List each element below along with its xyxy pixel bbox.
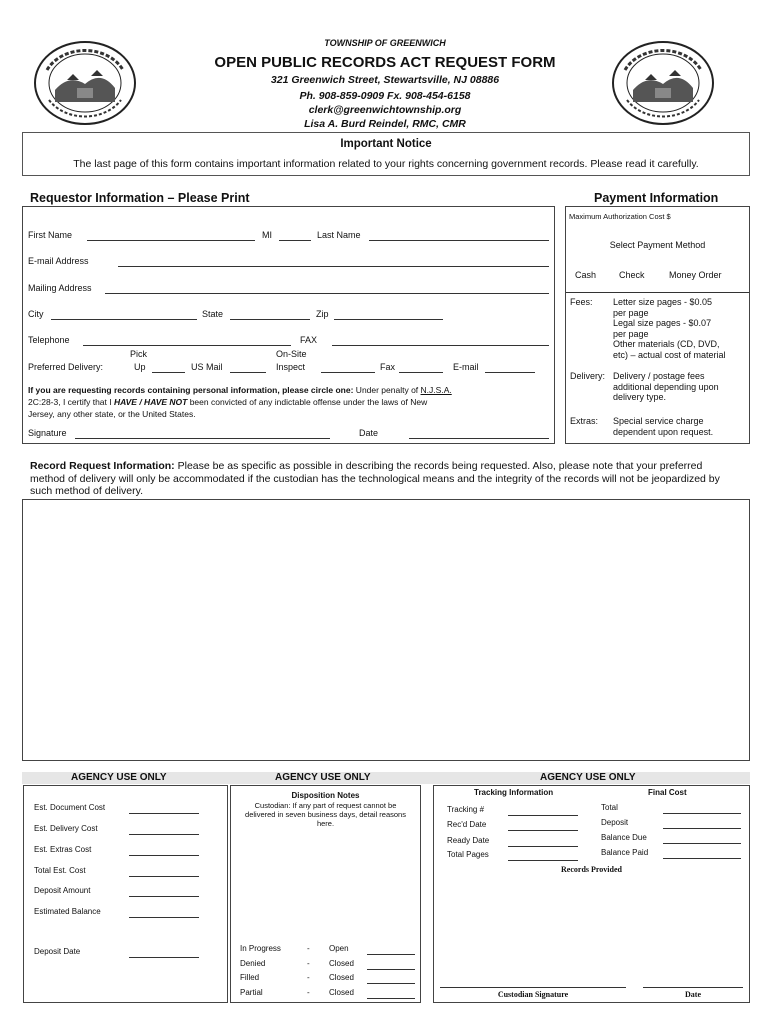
est-delivery-cost-field[interactable] bbox=[129, 834, 199, 835]
total-est-cost-label: Total Est. Cost bbox=[34, 866, 86, 875]
agency-title-1: AGENCY USE ONLY bbox=[71, 772, 167, 783]
status-denied: Denied bbox=[240, 959, 266, 968]
usmail-field[interactable] bbox=[230, 372, 266, 373]
township-address: 321 Greenwich Street, Stewartsville, NJ 08886 bbox=[270, 74, 500, 86]
delivery-line: Delivery / postage fees bbox=[613, 371, 705, 381]
important-notice-box bbox=[22, 132, 750, 176]
final-deposit-label: Deposit bbox=[601, 818, 629, 827]
personal-info-penalty: Under penalty of bbox=[353, 385, 421, 395]
pickup-label: Up bbox=[134, 362, 146, 372]
ready-date-field[interactable] bbox=[508, 846, 578, 847]
personal-info-line3: Jersey, any other state, or the United States. bbox=[28, 409, 196, 419]
tracking-info-title: Tracking Information bbox=[474, 788, 554, 797]
inspect-label: Inspect bbox=[276, 362, 306, 372]
status-filled-field[interactable] bbox=[367, 983, 415, 984]
last-name-field[interactable] bbox=[369, 240, 549, 241]
status-partial-field[interactable] bbox=[367, 998, 415, 999]
max-authorization-cost: Maximum Authorization Cost $ bbox=[569, 212, 671, 221]
requestor-box bbox=[22, 206, 555, 444]
usmail-label: US Mail bbox=[191, 362, 223, 372]
township-phone: Ph. 908-859-0909 Fx. 908-454-6158 bbox=[299, 90, 471, 102]
balance-paid-label: Balance Paid bbox=[601, 848, 649, 857]
clerk-name: Lisa A. Burd Reindel, RMC, CMR bbox=[304, 118, 466, 130]
status-dash: - bbox=[307, 959, 310, 968]
zip-field[interactable] bbox=[334, 319, 443, 320]
date-label: Date bbox=[359, 428, 379, 438]
status-dash: - bbox=[307, 944, 310, 953]
deposit-date-field[interactable] bbox=[129, 957, 199, 958]
balance-due-field[interactable] bbox=[663, 843, 741, 844]
signature-field[interactable] bbox=[75, 438, 330, 439]
status-partial: Partial bbox=[240, 988, 263, 997]
payment-check[interactable]: Check bbox=[619, 270, 645, 280]
delivery-line: additional depending upon bbox=[613, 381, 719, 392]
fees-line: per page bbox=[613, 328, 649, 339]
date-field[interactable] bbox=[409, 438, 549, 439]
payment-money-order[interactable]: Money Order bbox=[669, 270, 722, 280]
delivery-label: Delivery: bbox=[570, 371, 606, 381]
total-pages-label: Total Pages bbox=[447, 850, 489, 859]
personal-info-question: If you are requesting records containing personal information, please circle one: bbox=[28, 385, 354, 395]
fax-delivery-label: Fax bbox=[380, 362, 396, 372]
agency-title-2: AGENCY USE ONLY bbox=[275, 772, 371, 783]
personal-info-line1 bbox=[28, 385, 452, 395]
personal-info-convicted: been convicted of any indictable offense under the laws of New bbox=[187, 397, 428, 407]
state-label: State bbox=[202, 309, 224, 319]
deposit-amount-label: Deposit Amount bbox=[34, 886, 91, 895]
mi-field[interactable] bbox=[279, 240, 311, 241]
mailing-address-field[interactable] bbox=[105, 293, 549, 294]
status-closed-denied: Closed bbox=[329, 959, 354, 968]
onsite-label: On-Site bbox=[276, 349, 307, 359]
records-provided-label: Records Provided bbox=[561, 865, 622, 874]
payment-box bbox=[565, 206, 750, 444]
township-email: clerk@greenwichtownship.org bbox=[308, 104, 462, 116]
record-request-textarea[interactable] bbox=[22, 499, 750, 761]
balance-paid-field[interactable] bbox=[663, 858, 741, 859]
final-total-label: Total bbox=[601, 803, 618, 812]
total-pages-field[interactable] bbox=[508, 860, 578, 861]
preferred-delivery-label: Preferred Delivery: bbox=[28, 362, 104, 372]
fees-line: per page bbox=[613, 307, 649, 318]
njsa-citation: N.J.S.A. bbox=[420, 385, 452, 395]
personal-info-line2 bbox=[28, 397, 427, 407]
mi-label: MI bbox=[262, 230, 272, 240]
fees-line: Letter size pages - $0.05 bbox=[613, 297, 713, 307]
estimated-balance-label: Estimated Balance bbox=[34, 907, 101, 916]
final-total-field[interactable] bbox=[663, 813, 741, 814]
ready-date-label: Ready Date bbox=[447, 836, 490, 845]
status-denied-field[interactable] bbox=[367, 969, 415, 970]
deposit-date-label: Deposit Date bbox=[34, 947, 81, 956]
fax-field[interactable] bbox=[332, 345, 549, 346]
fees-line: Other materials (CD, DVD, bbox=[613, 339, 720, 349]
tracking-number-label: Tracking # bbox=[447, 805, 485, 814]
recd-date-label: Rec'd Date bbox=[447, 820, 487, 829]
status-in-progress: In Progress bbox=[240, 944, 281, 953]
status-closed-filled: Closed bbox=[329, 973, 354, 982]
city-field[interactable] bbox=[51, 319, 197, 320]
agency-tracking-box bbox=[433, 785, 750, 1003]
status-dash: - bbox=[307, 973, 310, 982]
township-name: TOWNSHIP OF GREENWICH bbox=[324, 38, 446, 48]
state-field[interactable] bbox=[230, 319, 310, 320]
total-est-cost-field[interactable] bbox=[129, 876, 199, 877]
first-name-label: First Name bbox=[28, 230, 73, 240]
form-title: OPEN PUBLIC RECORDS ACT REQUEST FORM bbox=[214, 54, 556, 71]
inspect-field[interactable] bbox=[321, 372, 375, 373]
recd-date-field[interactable] bbox=[508, 830, 578, 831]
agency-disposition-box bbox=[230, 785, 421, 1003]
custodian-signature-label: Custodian Signature bbox=[497, 990, 569, 999]
est-document-cost-label: Est. Document Cost bbox=[34, 803, 106, 812]
status-closed-partial: Closed bbox=[329, 988, 354, 997]
have-have-not-option[interactable]: HAVE / HAVE NOT bbox=[113, 397, 188, 407]
fees-details bbox=[613, 297, 726, 360]
fees-label: Fees: bbox=[570, 297, 593, 307]
record-request-text: Please be as specific as possible in describing the records being requested. Also, please note that your preferred method of delivery will only be accommodated if the custodian has the technological means and the integrity of the records will not be jeopardized by such method of delivery. bbox=[30, 460, 720, 497]
extras-line: Special service charge bbox=[613, 416, 704, 426]
email-delivery-label: E-mail bbox=[453, 362, 479, 372]
fees-line: Legal size pages - $0.07 bbox=[613, 318, 712, 328]
deposit-amount-field[interactable] bbox=[129, 896, 199, 897]
zip-label: Zip bbox=[316, 309, 329, 319]
est-extras-cost-label: Est. Extras Cost bbox=[34, 845, 92, 854]
status-filled: Filled bbox=[240, 973, 260, 982]
final-deposit-field[interactable] bbox=[663, 828, 741, 829]
delivery-line: delivery type. bbox=[613, 392, 667, 402]
status-open: Open bbox=[329, 944, 349, 953]
est-extras-cost-field[interactable] bbox=[129, 855, 199, 856]
pickup-field[interactable] bbox=[152, 372, 185, 373]
status-open-field[interactable] bbox=[367, 954, 415, 955]
fax-label: FAX bbox=[300, 335, 318, 345]
extras-details bbox=[613, 416, 713, 437]
requestor-section-title: Requestor Information – Please Print bbox=[30, 191, 250, 205]
disposition-notes-title: Disposition Notes bbox=[291, 791, 360, 800]
telephone-label: Telephone bbox=[28, 335, 70, 345]
notice-text: The last page of this form contains important information related to your rights concerning government records. Please read it carefully. bbox=[73, 158, 699, 170]
balance-due-label: Balance Due bbox=[601, 833, 647, 842]
signature-label: Signature bbox=[28, 428, 67, 438]
agency-cost-box bbox=[23, 785, 228, 1003]
email-delivery-field[interactable] bbox=[485, 372, 535, 373]
custodian-date-field[interactable] bbox=[643, 987, 743, 988]
payment-cash[interactable]: Cash bbox=[575, 270, 597, 280]
personal-info-certify: 2C:28-3, I certify that I bbox=[28, 397, 114, 407]
extras-line: dependent upon request. bbox=[613, 426, 714, 437]
first-name-field[interactable] bbox=[87, 240, 255, 241]
last-name-label: Last Name bbox=[317, 230, 361, 240]
pick-label: Pick bbox=[130, 349, 148, 359]
final-cost-title: Final Cost bbox=[648, 788, 687, 797]
agency-title-3: AGENCY USE ONLY bbox=[540, 772, 636, 783]
payment-section-title: Payment Information bbox=[594, 191, 719, 205]
city-label: City bbox=[28, 309, 44, 319]
fees-line: etc) – actual cost of material bbox=[613, 349, 726, 360]
record-request-title: Record Request Information: bbox=[30, 460, 175, 472]
est-delivery-cost-label: Est. Delivery Cost bbox=[34, 824, 98, 833]
custodian-signature-field[interactable] bbox=[440, 987, 626, 988]
tracking-number-field[interactable] bbox=[508, 815, 578, 816]
status-dash: - bbox=[307, 988, 310, 997]
payment-divider bbox=[566, 292, 749, 293]
extras-label: Extras: bbox=[570, 416, 599, 426]
estimated-balance-field[interactable] bbox=[129, 917, 199, 918]
est-document-cost-field[interactable] bbox=[129, 813, 199, 814]
fax-delivery-field[interactable] bbox=[399, 372, 443, 373]
notice-title: Important Notice bbox=[340, 138, 432, 150]
telephone-field[interactable] bbox=[83, 345, 291, 346]
mailing-address-label: Mailing Address bbox=[28, 283, 92, 293]
delivery-details bbox=[613, 371, 719, 403]
custodian-date-label: Date bbox=[685, 990, 701, 999]
disposition-note: Custodian: If any part of request cannot be delivered in seven business days, detail reasons here. bbox=[245, 801, 406, 828]
select-payment-method: Select Payment Method bbox=[609, 240, 706, 250]
email-field[interactable] bbox=[118, 266, 549, 267]
record-request-instructions bbox=[30, 460, 740, 498]
email-label: E-mail Address bbox=[28, 256, 89, 266]
